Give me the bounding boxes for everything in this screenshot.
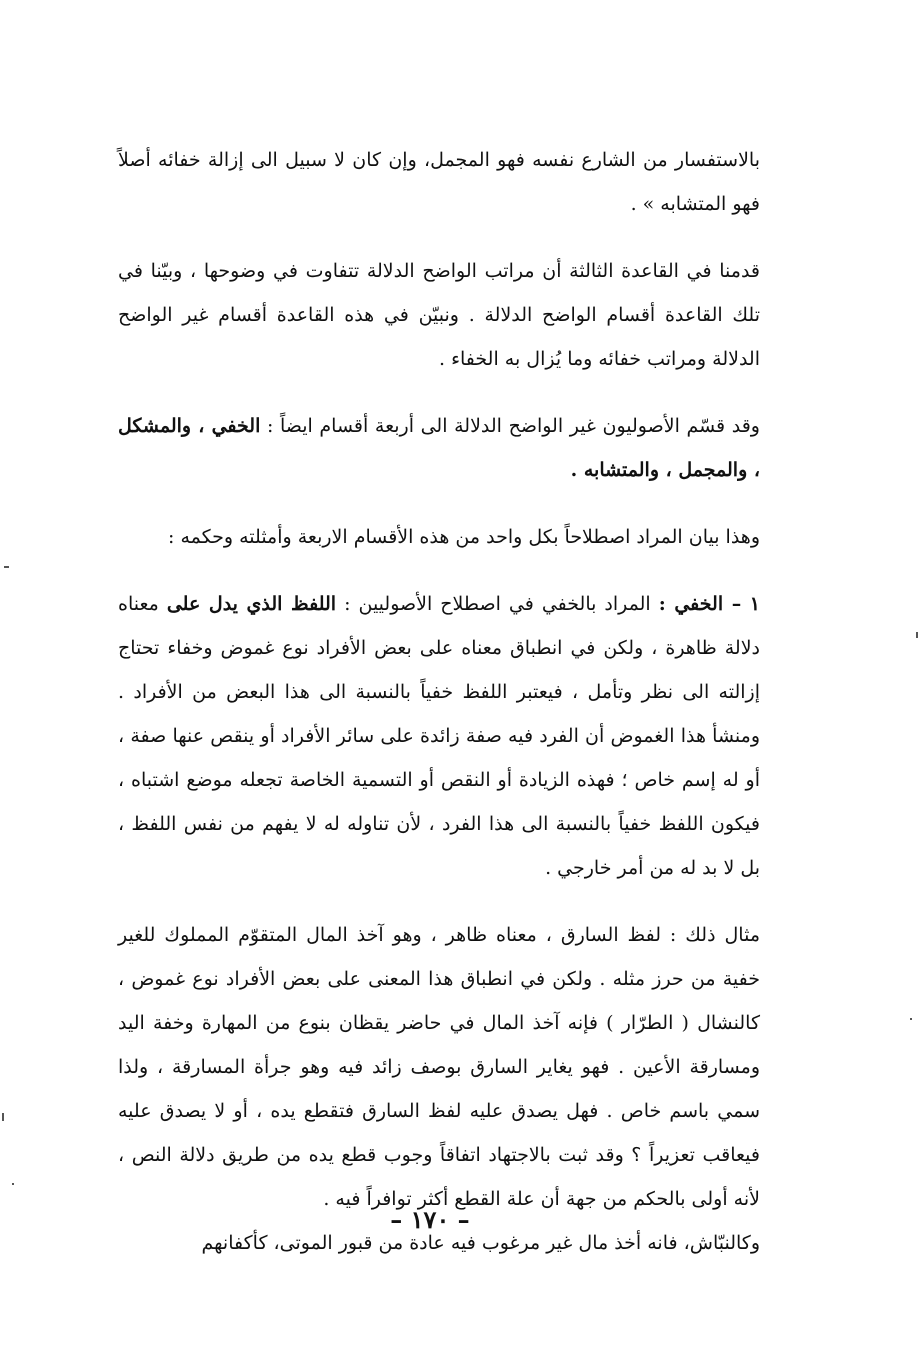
paragraph-5-definition: اللفظ الذي يدل على bbox=[166, 593, 337, 615]
paragraph-4-text: وهذا بيان المراد اصطلاحاً بكل واحد من هذه الأقسام الاربعة وأمثلته وحكمه : bbox=[168, 526, 760, 548]
scan-speck bbox=[12, 1183, 14, 1185]
paragraph-6 bbox=[118, 913, 760, 1221]
scan-speck bbox=[2, 1113, 4, 1121]
paragraph-5-text: معناه دلالة ظاهرة ، ولكن في انطباق معناه على بعض الأفراد نوع غموض وخفاء تحتاج إزالته الى نظر وتأمل ، فيعتبر اللفظ خفياً بالنسبة الى هذا البعض من الأفراد . ومنشأ هذا الغموض أن الفرد فيه صفة زائدة على سائر الأفراد أو ينقص عنها صفة ، أو له إسم خاص ؛ فهذه الزيادة أو النقص أو التسمية الخاصة تجعله موضع اشتباه ، فيكون اللفظ خفياً بالنسبة الى هذا الفرد ، لأن تناوله له لا يفهم من نفس اللفظ ، بل لا بد له من أمر خارجي . bbox=[118, 593, 760, 879]
paragraph-1-text: بالاستفسار من الشارع نفسه فهو المجمل، وإن كان لا سبيل الى إزالة خفائه أصلاً فهو المتشابه » . bbox=[118, 149, 760, 215]
paragraph-5 bbox=[118, 582, 760, 890]
scan-speck bbox=[4, 566, 9, 568]
page-number: – ١٧٠ – bbox=[390, 1205, 470, 1234]
scan-speck bbox=[916, 632, 918, 638]
paragraph-4 bbox=[118, 515, 760, 559]
paragraph-3-text: وقد قسّم الأصوليون غير الواضح الدلالة الى أربعة أقسام ايضاً : bbox=[260, 415, 760, 437]
paragraph-1 bbox=[118, 138, 760, 226]
paragraph-2-text: قدمنا في القاعدة الثالثة أن مراتب الواضح الدلالة تتفاوت في وضوحها ، وبيّنا في تلك القاعدة أقسام الواضح الدلالة . ونبيّن في هذه القاعدة أقسام غير الواضح الدلالة ومراتب خفائه وما يُزال به الخفاء . bbox=[118, 260, 760, 370]
section-heading-khafi: ١ – الخفي : bbox=[658, 593, 760, 615]
paragraph-6-text: مثال ذلك : لفظ السارق ، معناه ظاهر ، وهو آخذ المال المتقوّم المملوك للغير خفية من حرز مثله . ولكن في انطباق هذا المعنى على بعض الأفراد نوع غموض ، كالنشال ( الطرّار ) فإنه آخذ المال في حاضر يقظان بنوع من المهارة وخفة اليد ومسارقة الأعين . فهو يغاير السارق بوصف زائد فيه وهو جرأة المسارقة ، ولذا سمي باسم خاص . فهل يصدق عليه لفظ السارق فتقطع يده ، أو لا يصدق عليه فيعاقب تعزيراً ؟ وقد ثبت بالاجتهاد اتفاقاً وجوب قطع يده من طريق دلالة النص ، لأنه أولى بالحكم من جهة أن علة القطع أكثر توافراً فيه . bbox=[118, 924, 760, 1210]
paragraph-5-intro: المراد بالخفي في اصطلاح الأصوليين : bbox=[336, 593, 659, 615]
scan-speck bbox=[910, 1018, 912, 1020]
paragraph-7-text: وكالنبّاش، فانه أخذ مال غير مرغوب فيه عادة من قبور الموتى، كأكفانهم bbox=[201, 1232, 760, 1254]
paragraph-3-terms: الخفي ، والمشكل ، والمجمل ، والمتشابه . bbox=[118, 415, 760, 481]
paragraph-3 bbox=[118, 404, 760, 492]
body-text bbox=[118, 138, 760, 1265]
paragraph-2 bbox=[118, 249, 760, 381]
